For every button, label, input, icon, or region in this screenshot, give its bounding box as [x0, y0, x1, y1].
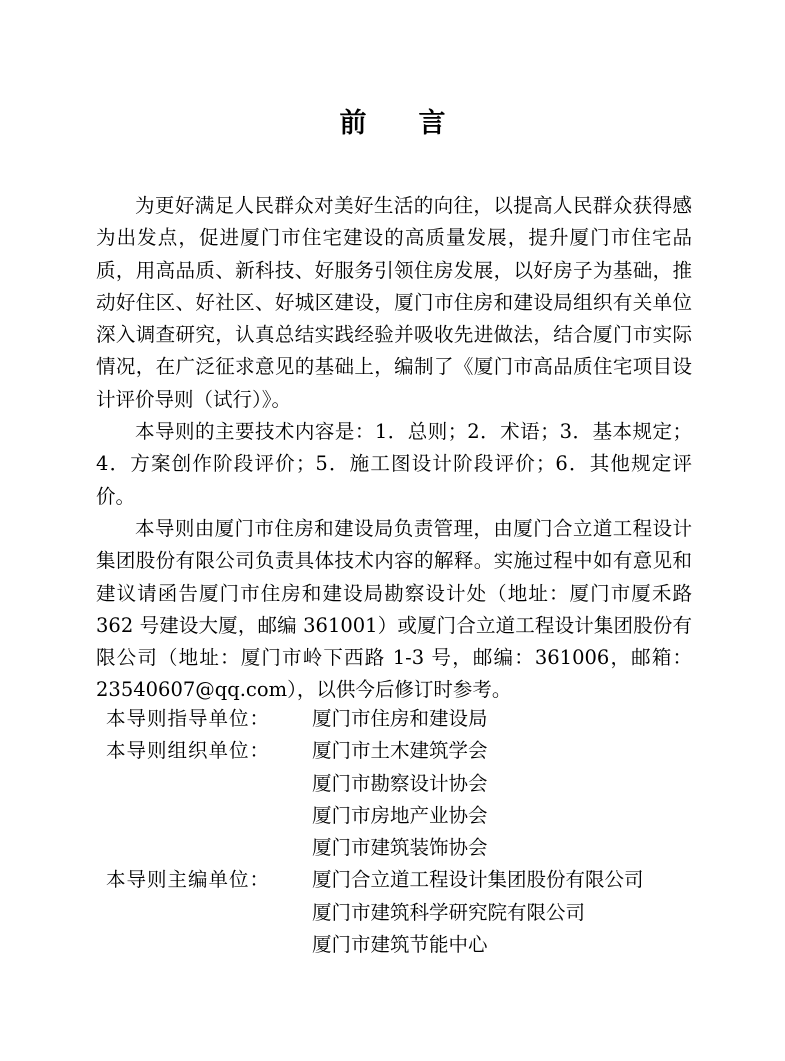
unit-name: 厦门市建筑装饰协会 — [312, 836, 488, 860]
guidance-unit-row — [106, 703, 644, 735]
organizing-unit-values — [312, 735, 488, 864]
unit-name: 厦门合立道工程设计集团股份有限公司 — [312, 868, 644, 892]
unit-name: 厦门市建筑节能中心 — [312, 933, 488, 957]
paragraph-content: 本导则的主要技术内容是：1．总则；2．术语；3．基本规定；4．方案创作阶段评价；5．施工图设计阶段评价；6．其他规定评价。 — [96, 420, 692, 508]
unit-name: 厦门市房地产业协会 — [312, 803, 488, 827]
organizing-unit-label: 本导则组织单位： — [106, 739, 271, 763]
chief-editor-unit-label: 本导则主编单位： — [106, 868, 271, 892]
chief-editor-unit-values — [312, 864, 644, 961]
guidance-unit-values — [312, 703, 488, 735]
units-list — [106, 703, 644, 961]
paragraph-management: 本导则由厦门市住房和建设局负责管理，由厦门合立道工程设计集团股份有限公司负责具体技术内容的解释。实施过程中如有意见和建议请函告厦门市住房和建设局勘察设计处（地址：厦门市厦禾路 362 号建设大厦，邮编 361001）或厦门合立道工程设计集团股份有限公司（地址：厦门市岭下西路 1-3 号，邮编：361006，邮箱：23540607@qq.com），以供今后修订时参考。 — [96, 516, 692, 702]
organizing-unit-row — [106, 735, 644, 864]
unit-name: 厦门市勘察设计协会 — [312, 771, 488, 795]
unit-name: 厦门市建筑科学研究院有限公司 — [312, 900, 586, 924]
paragraph-purpose: 为更好满足人民群众对美好生活的向往，以提高人民群众获得感为出发点，促进厦门市住宅建设的高质量发展，提升厦门市住宅品质，用高品质、新科技、好服务引领住房发展，以好房子为基础，推动好住区、好社区、好城区建设，厦门市住房和建设局组织有关单位深入调查研究，认真总结实践经验并吸收先进做法，结合厦门市实际情况，在广泛征求意见的基础上，编制了《厦门市高品质住宅项目设计评价导则（试行）》。 — [96, 194, 692, 411]
preface-body — [96, 190, 692, 707]
guidance-unit-label: 本导则指导单位： — [106, 707, 271, 730]
unit-name: 厦门市住房和建设局 — [312, 707, 488, 730]
chief-editor-unit-row — [106, 864, 644, 961]
unit-name: 厦门市土木建筑学会 — [312, 739, 488, 763]
page-title: 前言 — [339, 108, 498, 139]
